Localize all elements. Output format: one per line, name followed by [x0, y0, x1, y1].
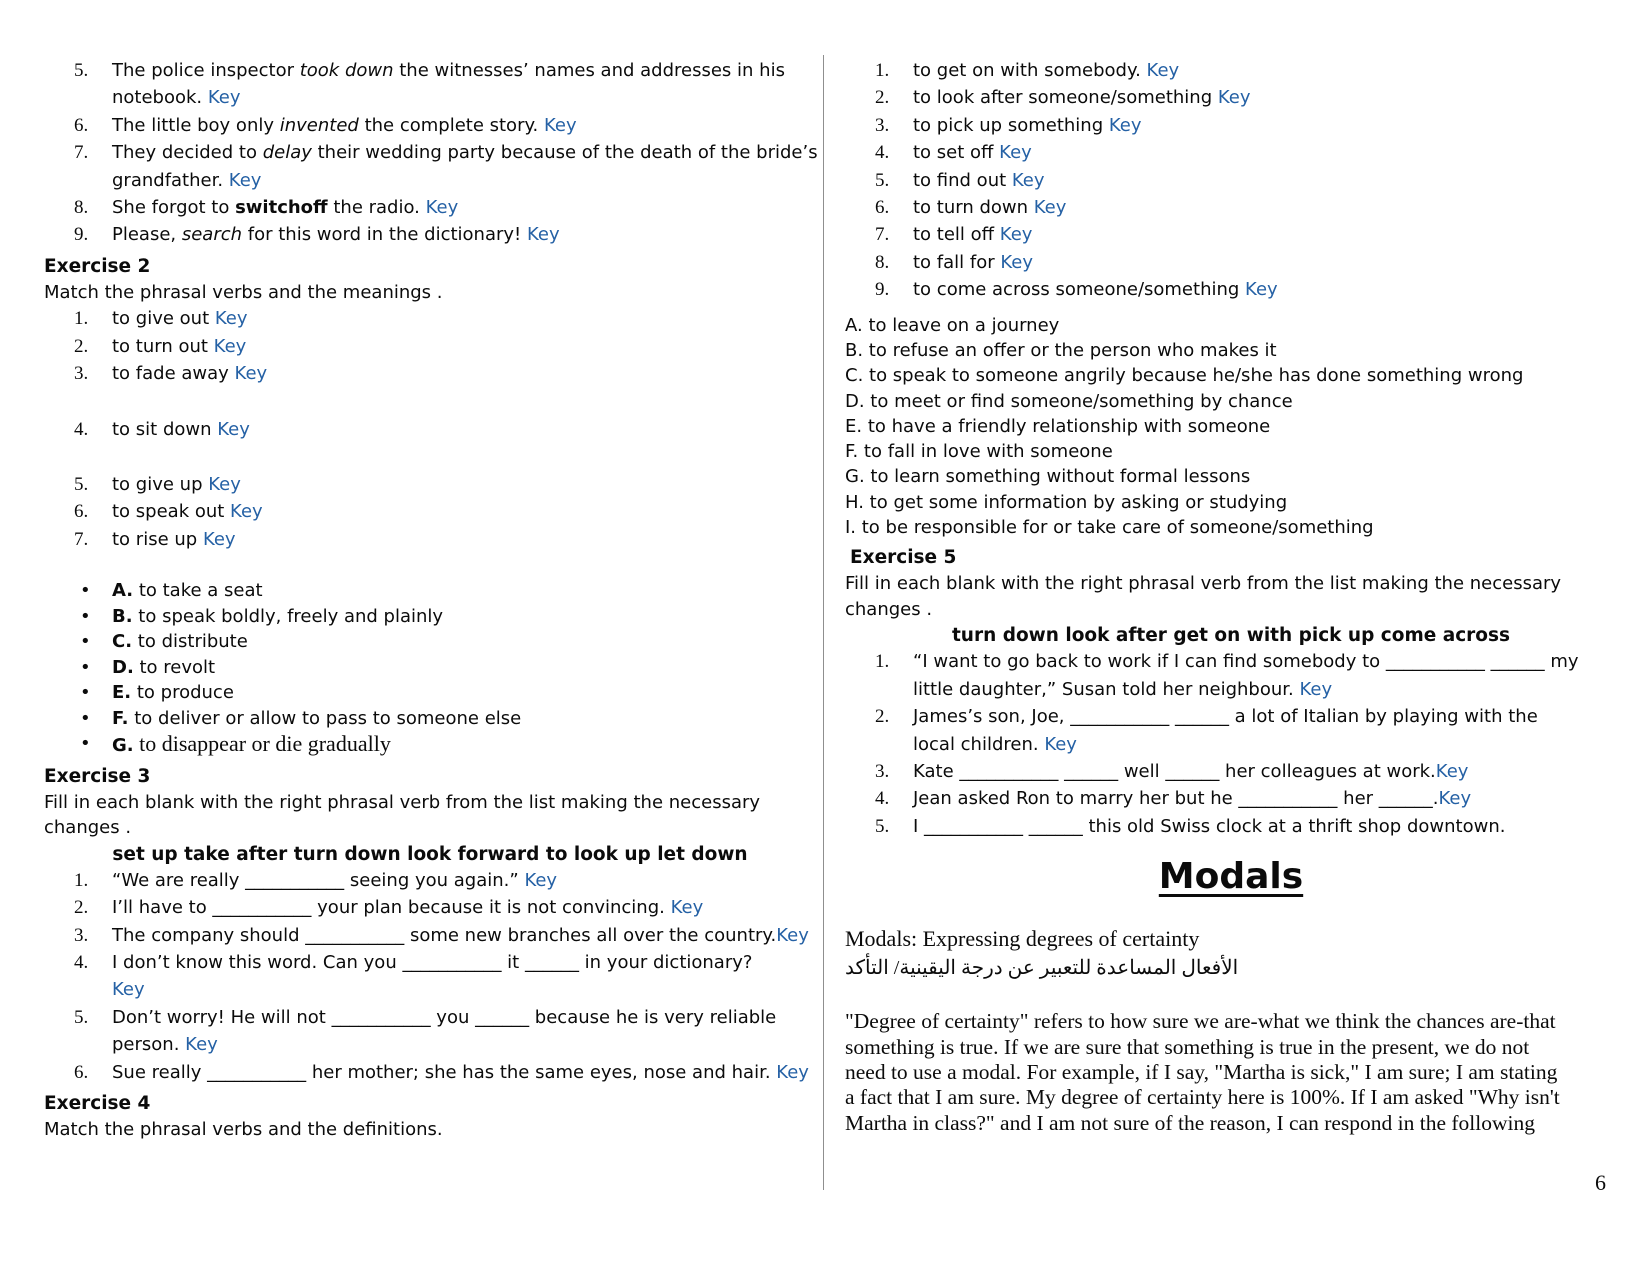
key-link[interactable]: Key — [217, 418, 250, 440]
page-number: 6 — [1595, 1170, 1606, 1195]
text-run: changes . — [44, 817, 132, 839]
list-item — [44, 498, 816, 525]
text-run: to fade away — [112, 363, 235, 385]
list-item — [44, 604, 816, 630]
list-item — [44, 526, 816, 553]
text-run: to fall for — [913, 251, 1001, 273]
key-link[interactable]: Key — [1217, 87, 1251, 109]
key-link[interactable]: Key — [425, 197, 459, 219]
list-item — [845, 703, 1617, 758]
text-run: to speak boldly, freely and plainly — [132, 605, 444, 627]
exercise-4-heading: Exercise 4 — [44, 1092, 151, 1114]
list-item — [44, 221, 816, 248]
text-run: E. — [112, 682, 132, 704]
text-run: to find out — [913, 169, 1012, 191]
key-link[interactable]: Key — [1000, 251, 1033, 273]
modals-paragraph — [845, 1009, 1617, 1136]
text-run: Kate ___________ ______ well ______ her colleagues at work. — [913, 760, 1436, 782]
key-link[interactable]: Key — [1108, 114, 1142, 136]
list-item — [845, 785, 1617, 812]
text-run: G. — [112, 735, 134, 757]
list-item: G. to learn something without formal lessons — [845, 466, 1251, 488]
exercise-5-instructions — [845, 571, 1617, 622]
list-item: D. to meet or find someone/something by chance — [845, 390, 1293, 412]
text-run: B. — [112, 605, 133, 627]
text-run: Don’t worry! He will not ___________ you ______ because he is very reliable — [112, 1006, 777, 1028]
list-item: H. to get some information by asking or studying — [845, 491, 1288, 513]
key-link[interactable]: Key — [1435, 760, 1469, 782]
key-link[interactable]: Key — [1033, 197, 1067, 219]
list-item — [44, 139, 816, 194]
paragraph-line: "Degree of certainty" refers to how sure we are-what we think the chances are-that — [845, 1009, 1556, 1034]
text-run: to produce — [131, 682, 234, 704]
list-item — [845, 276, 1617, 303]
exercise-4-instructions: Match the phrasal verbs and the definitions. — [44, 1118, 443, 1140]
text-run: to give out — [112, 308, 215, 330]
text-run: Please, — [112, 224, 182, 246]
text-run: to come across someone/something — [913, 279, 1246, 301]
list-item — [845, 57, 1617, 84]
exercise5-fill-in-list — [845, 648, 1617, 840]
key-link[interactable]: Key — [999, 224, 1033, 246]
exercise4-phrasal-verb-list — [845, 57, 1617, 304]
column-divider — [823, 55, 824, 1190]
text-run: to disappear or die gradually — [133, 731, 391, 757]
exercise1-sentence-list — [44, 57, 816, 249]
key-link[interactable]: Key — [1245, 279, 1278, 301]
exercise-5-heading: Exercise 5 — [850, 547, 957, 569]
text-run: to revolt — [133, 656, 216, 678]
key-link[interactable]: Key — [230, 501, 263, 523]
list-item — [845, 112, 1617, 139]
exercise2-phrasal-verb-list — [44, 305, 816, 553]
key-link[interactable]: Key — [1146, 60, 1180, 81]
exercise-2-heading: Exercise 2 — [44, 255, 151, 277]
text-run: the radio. — [327, 197, 426, 219]
text-run: “I want to go back to work if I can find somebody to ___________ ______ my — [913, 651, 1579, 673]
text-run: grandfather. — [112, 169, 229, 191]
list-item: F. to fall in love with someone — [845, 441, 1113, 463]
exercise-2-instructions: Match the phrasal verbs and the meanings . — [44, 281, 443, 303]
text-run: The company should ___________ some new branches all over the country. — [112, 924, 777, 946]
list-item — [845, 758, 1617, 785]
list-item — [44, 360, 816, 387]
text-run: their wedding party because of the death of the bride’s — [311, 142, 818, 164]
text-run: to turn out — [112, 335, 214, 357]
text-run: the witnesses’ names and addresses in his — [393, 60, 785, 81]
list-item — [44, 194, 816, 221]
text-run: changes . — [845, 598, 933, 620]
list-item: I. to be responsible for or take care of someone/something — [845, 517, 1374, 539]
text-run: Fill in each blank with the right phrasal verb from the list making the necessary — [845, 573, 1562, 595]
key-link[interactable]: Key — [228, 169, 262, 191]
text-run: to distribute — [132, 631, 248, 653]
text-run: to deliver or allow to pass to someone else — [128, 707, 522, 729]
text-run: switchoff — [235, 197, 328, 219]
list-item: B. to refuse an offer or the person who makes it — [845, 339, 1277, 361]
list-item — [44, 1059, 816, 1086]
key-link[interactable]: Key — [776, 1061, 809, 1083]
exercise2-definition-list — [44, 578, 816, 759]
list-item: E. to have a friendly relationship with someone — [845, 415, 1271, 437]
text-run: I ___________ ______ this old Swiss clock at a thrift shop downtown. — [913, 815, 1506, 837]
text-run: They decided to — [112, 142, 263, 164]
text-run: local children. — [913, 733, 1045, 755]
list-item — [44, 629, 816, 655]
text-run: took down — [299, 60, 394, 81]
key-link[interactable]: Key — [544, 114, 577, 136]
text-run: Jean asked Ron to marry her but he ___________ her ______. — [913, 788, 1439, 810]
text-run: to give up — [112, 473, 209, 495]
text-run: to take a seat — [133, 580, 263, 602]
text-run: to set off — [913, 142, 1000, 164]
list-item — [44, 57, 816, 112]
list-item — [44, 416, 816, 443]
text-run: C. — [112, 631, 133, 653]
text-run: to look after someone/something — [913, 87, 1218, 109]
left-column — [44, 57, 816, 1142]
key-link[interactable]: Key — [112, 979, 145, 1001]
exercise-5-word-bank: turn down look after get on with pick up come across — [951, 625, 1511, 647]
text-run: to tell off — [913, 224, 1000, 246]
right-column — [845, 57, 1617, 1136]
key-link[interactable]: Key — [1438, 788, 1472, 810]
list-item — [44, 922, 816, 949]
text-run: to speak out — [112, 501, 231, 523]
list-item — [44, 680, 816, 706]
exercise4-definition-list — [845, 313, 1617, 541]
text-run: I don’t know this word. Can you ___________ it ______ in your dictionary? — [112, 951, 753, 973]
key-link[interactable]: Key — [1299, 678, 1333, 700]
key-link[interactable]: Key — [776, 924, 809, 946]
key-link[interactable]: Key — [208, 473, 241, 495]
list-item — [44, 655, 816, 681]
list-item — [44, 578, 816, 604]
text-run: James’s son, Joe, ___________ ______ a lot of Italian by playing with the — [913, 706, 1538, 728]
list-item — [845, 813, 1617, 840]
text-run: notebook. — [112, 87, 208, 109]
key-link[interactable]: Key — [1044, 733, 1077, 755]
exercise-3-instructions — [44, 790, 816, 841]
key-link[interactable]: Key — [527, 224, 560, 246]
exercise-3-word-bank: set up take after turn down look forward to look up let down — [112, 843, 748, 865]
text-run: to turn down — [913, 197, 1034, 219]
key-link[interactable]: Key — [185, 1034, 218, 1056]
text-run: to pick up something — [913, 114, 1109, 136]
modals-arabic-translation: الأفعال المساعدة للتعبير عن درجة اليقينية/ التأكد — [845, 957, 1239, 980]
text-run: delay — [262, 142, 312, 164]
list-item — [845, 194, 1617, 221]
key-link[interactable]: Key — [202, 528, 236, 550]
text-run: the complete story. — [358, 114, 545, 136]
list-item — [44, 1004, 816, 1059]
key-link[interactable]: Key — [213, 335, 247, 357]
text-run: to sit down — [112, 418, 218, 440]
list-item — [44, 305, 816, 332]
text-run: little daughter,” Susan told her neighbour. — [913, 678, 1300, 700]
text-run: “We are really ___________ seeing you again.” — [112, 869, 525, 891]
list-item — [44, 949, 816, 1004]
text-run: to rise up — [112, 528, 203, 550]
list-item — [845, 84, 1617, 111]
paragraph-line: something is true. If we are sure that something is true in the present, we do not — [845, 1034, 1530, 1059]
list-item: A. to leave on a journey — [845, 314, 1060, 336]
list-item — [845, 221, 1617, 248]
list-item — [44, 706, 816, 732]
modals-subtitle: Modals: Expressing degrees of certainty — [845, 926, 1200, 952]
text-run: F. — [112, 707, 129, 729]
list-item: C. to speak to someone angrily because he/she has done something wrong — [845, 365, 1524, 387]
modals-section-title: Modals — [1158, 856, 1304, 898]
list-item — [44, 867, 816, 894]
list-item — [845, 249, 1617, 276]
key-link[interactable]: Key — [999, 142, 1032, 164]
text-run: D. — [112, 656, 134, 678]
key-link[interactable]: Key — [207, 87, 241, 109]
text-run: search — [181, 224, 243, 246]
list-item — [44, 333, 816, 360]
exercise3-fill-in-list — [44, 867, 816, 1086]
text-run: to get on with somebody. — [913, 60, 1147, 81]
text-run: She forgot to — [112, 197, 236, 219]
key-link[interactable]: Key — [1011, 169, 1045, 191]
text-run: The police inspector — [112, 60, 300, 81]
text-run: I’ll have to ___________ your plan because it is not convincing. — [112, 897, 671, 919]
list-item — [44, 112, 816, 139]
list-item — [845, 648, 1617, 703]
list-item — [845, 139, 1617, 166]
text-run: for this word in the dictionary! — [242, 224, 527, 246]
list-item — [44, 731, 816, 759]
key-link[interactable]: Key — [234, 363, 268, 385]
text-run: Fill in each blank with the right phrasal verb from the list making the necessary — [44, 791, 761, 813]
paragraph-line: need to use a modal. For example, if I say, "Martha is sick," I am sure; I am stating — [845, 1059, 1558, 1084]
text-run: A. — [112, 580, 134, 602]
text-run: invented — [279, 114, 359, 136]
text-run: person. — [112, 1034, 186, 1056]
list-item — [44, 894, 816, 921]
key-link[interactable]: Key — [524, 869, 558, 891]
text-run: The little boy only — [112, 114, 280, 136]
list-item — [44, 471, 816, 498]
list-item — [845, 167, 1617, 194]
paragraph-line: Martha in class?" and I am not sure of the reason, I can respond in the following — [845, 1110, 1536, 1135]
exercise-3-heading: Exercise 3 — [44, 765, 151, 787]
paragraph-line: a fact that I am sure. My degree of certainty here is 100%. If I am asked "Why isn't — [845, 1085, 1560, 1110]
key-link[interactable]: Key — [670, 897, 704, 919]
text-run: Sue really ___________ her mother; she has the same eyes, nose and hair. — [112, 1061, 777, 1083]
key-link[interactable]: Key — [214, 308, 248, 330]
